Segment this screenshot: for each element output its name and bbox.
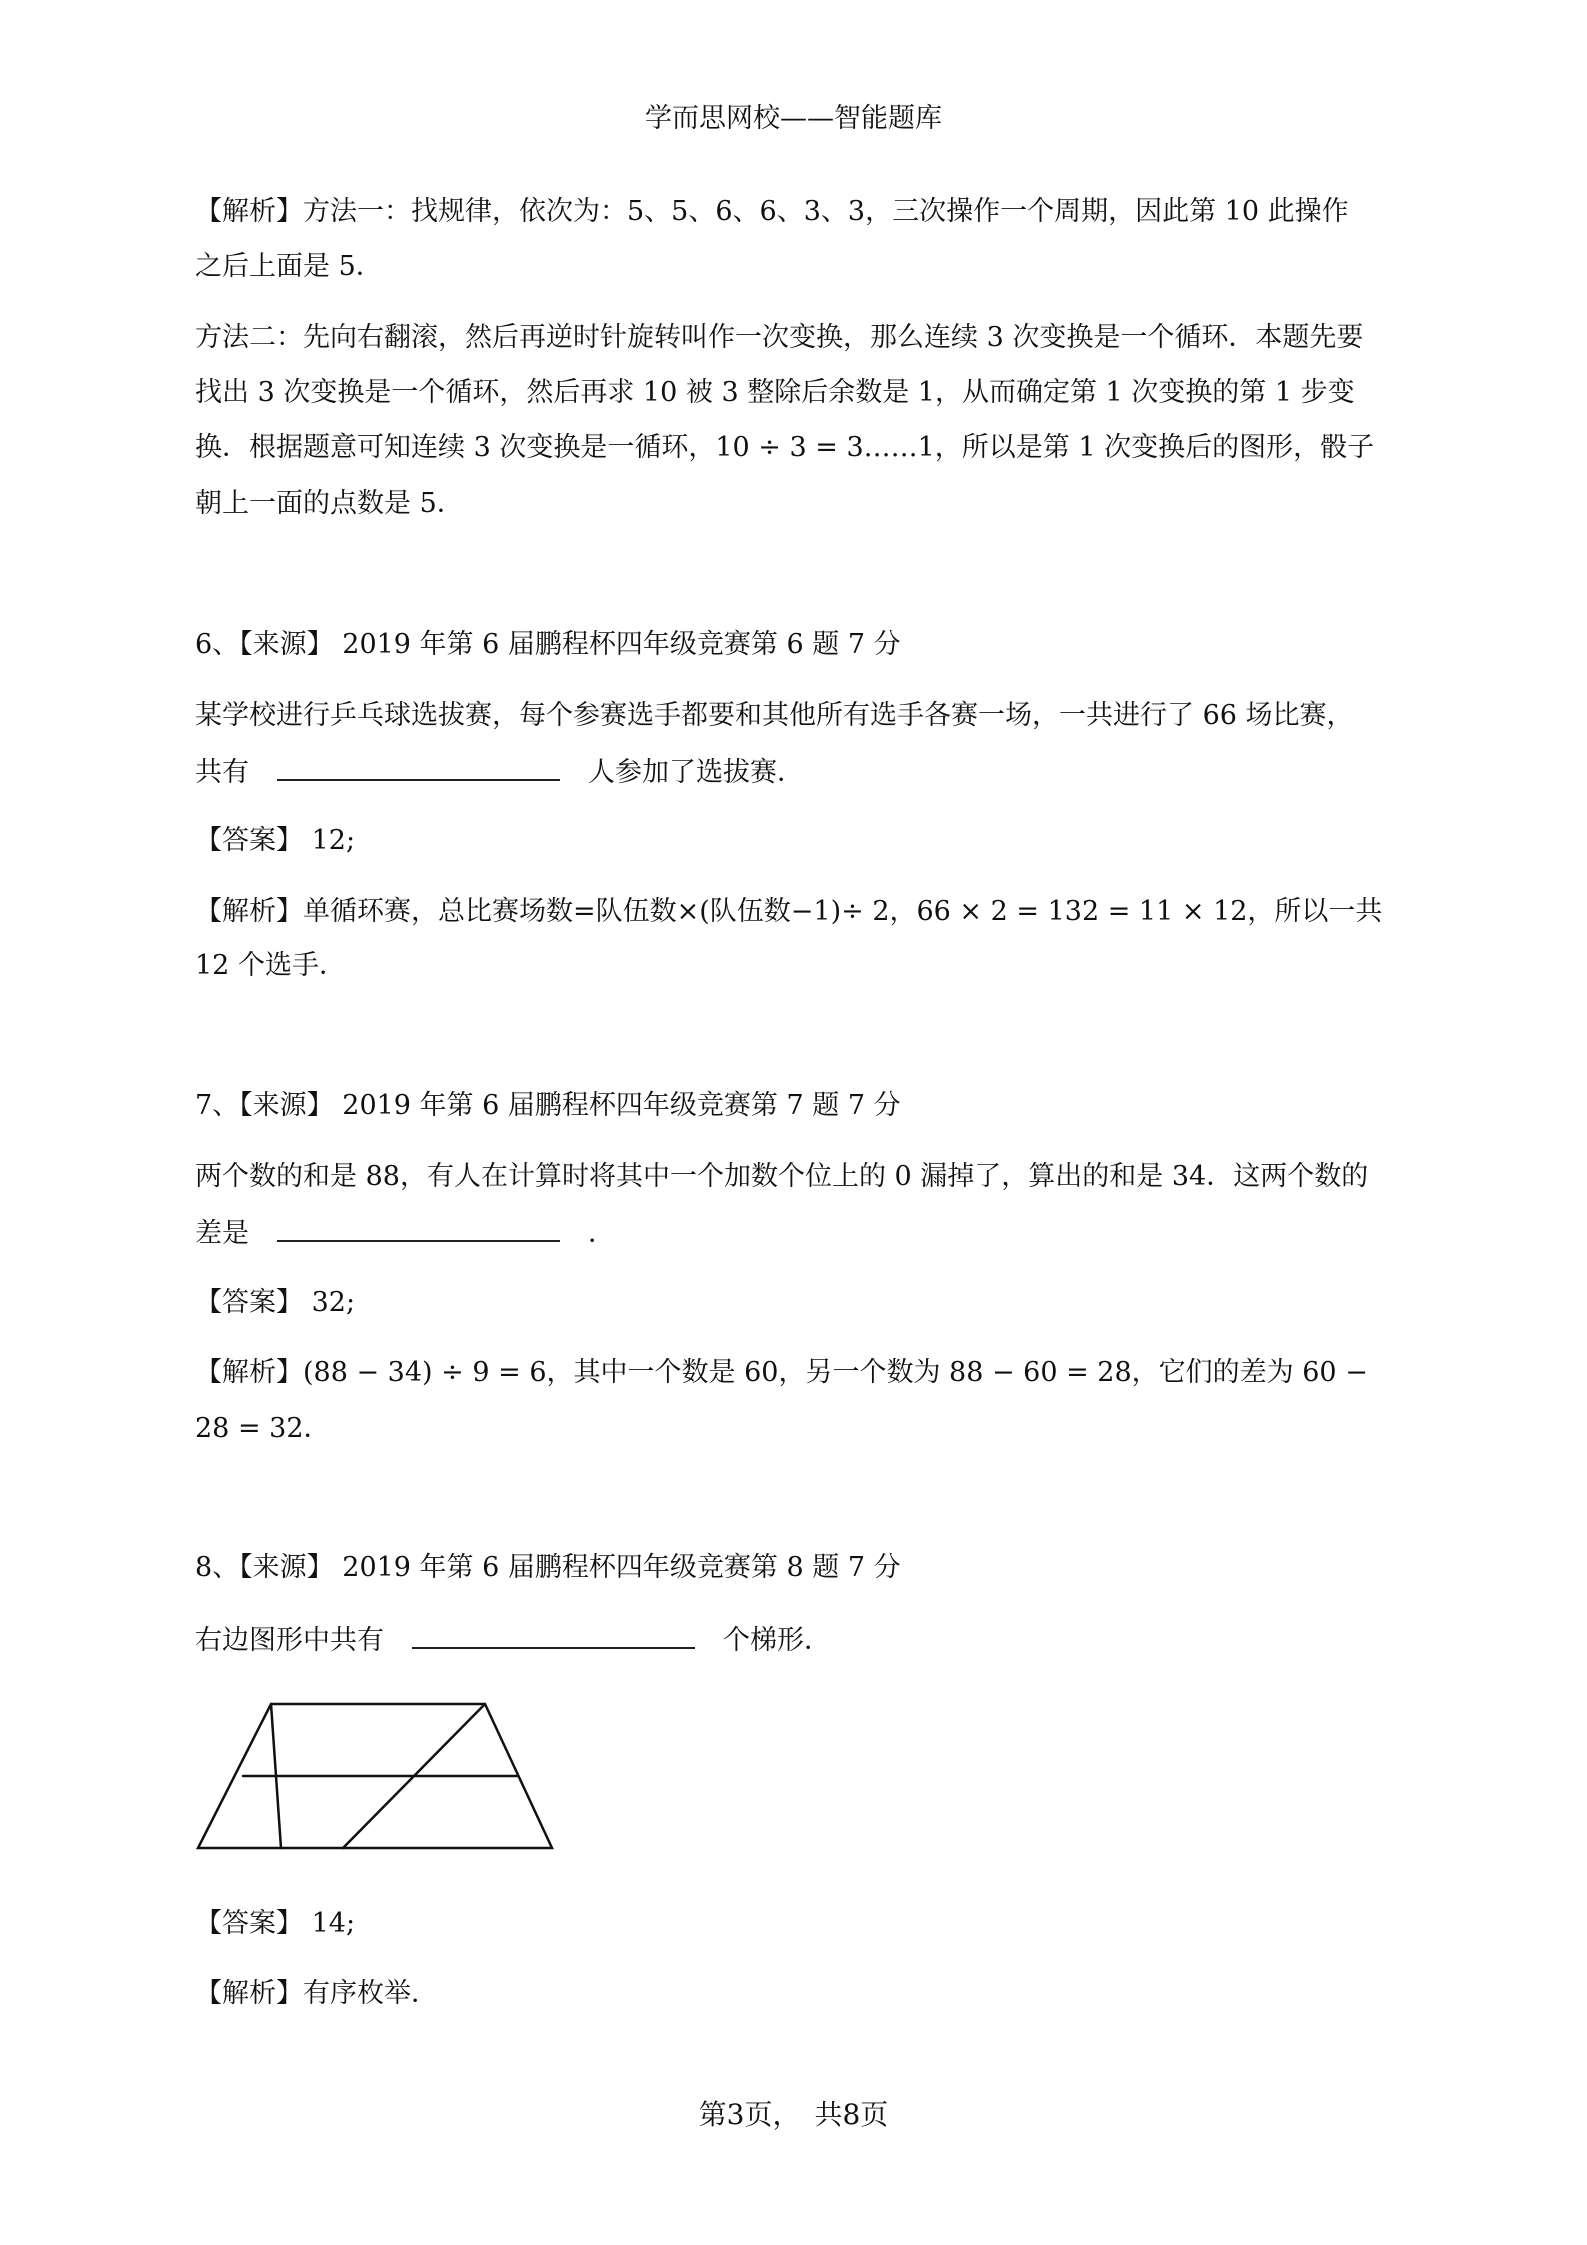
question-6-explanation: 12 个选手． <box>195 950 346 981</box>
question-6-text-end: 人参加了选拔赛． <box>588 757 804 788</box>
answer-blank <box>277 1212 560 1242</box>
question-8-source: 8、【来源】 2019 年第 6 届鹏程杯四年级竞赛第 8 题 7 分 <box>195 1552 901 1583</box>
question-7-source: 7、【来源】 2019 年第 6 届鹏程杯四年级竞赛第 7 题 7 分 <box>195 1090 901 1121</box>
question-8-explanation: 【解析】有序枚举． <box>195 1978 438 2009</box>
question-8-text <box>195 1619 831 1661</box>
question-6-answer: 【答案】 12; <box>195 825 356 856</box>
question-7-text-start: 差是 <box>195 1218 249 1249</box>
page-number: 第3页， 共8页 <box>698 2098 889 2131</box>
answer-blank <box>277 751 560 781</box>
solution-line: 换．根据题意可知连续 3 次变换是一循环，10 ÷ 3 = 3……1，所以是第 1 次变换后的图形，骰子 <box>195 432 1375 463</box>
answer-blank <box>412 1619 695 1649</box>
question-6-source: 6、【来源】 2019 年第 6 届鹏程杯四年级竞赛第 6 题 7 分 <box>195 629 901 660</box>
question-8-answer: 【答案】 14; <box>195 1908 356 1939</box>
question-8-text-end: 个梯形． <box>723 1625 831 1656</box>
solution-line: 【解析】方法一：找规律，依次为：5、5、6、6、3、3，三次操作一个周期，因此第 10 此操作 <box>195 196 1349 227</box>
trapezoid-figure <box>195 1700 565 1860</box>
question-6-text-start: 共有 <box>195 757 249 788</box>
question-7-text-end: ． <box>588 1218 615 1249</box>
question-7-text: 两个数的和是 88，有人在计算时将其中一个加数个位上的 0 漏掉了，算出的和是 34．这两个数的 <box>195 1161 1369 1192</box>
solution-line: 朝上一面的点数是 5． <box>195 488 464 519</box>
question-6-explanation: 【解析】单循环赛，总比赛场数=队伍数×(队伍数−1)÷ 2，66 × 2 = 132 = 11 × 12，所以一共 <box>195 896 1383 927</box>
solution-line: 之后上面是 5． <box>195 251 383 282</box>
solution-line: 找出 3 次变换是一个循环，然后再求 10 被 3 整除后余数是 1，从而确定第 1 次变换的第 1 步变 <box>195 377 1355 408</box>
question-7-explanation: 【解析】(88 − 34) ÷ 9 = 6，其中一个数是 60，另一个数为 88 − 60 = 28，它们的差为 60 − <box>195 1357 1368 1388</box>
question-7-text <box>195 1212 615 1254</box>
page-header: 学而思网校——智能题库 <box>645 103 942 134</box>
question-8-text-start: 右边图形中共有 <box>195 1625 384 1656</box>
question-7-explanation: 28 = 32． <box>195 1413 331 1444</box>
question-6-text: 某学校进行乒乓球选拔赛，每个参赛选手都要和其他所有选手各赛一场，一共进行了 66 场比赛， <box>195 700 1354 731</box>
solution-line: 方法二：先向右翻滚，然后再逆时针旋转叫作一次变换，那么连续 3 次变换是一个循环．本题先要 <box>195 322 1364 353</box>
question-6-text <box>195 751 804 793</box>
question-7-answer: 【答案】 32; <box>195 1287 356 1318</box>
